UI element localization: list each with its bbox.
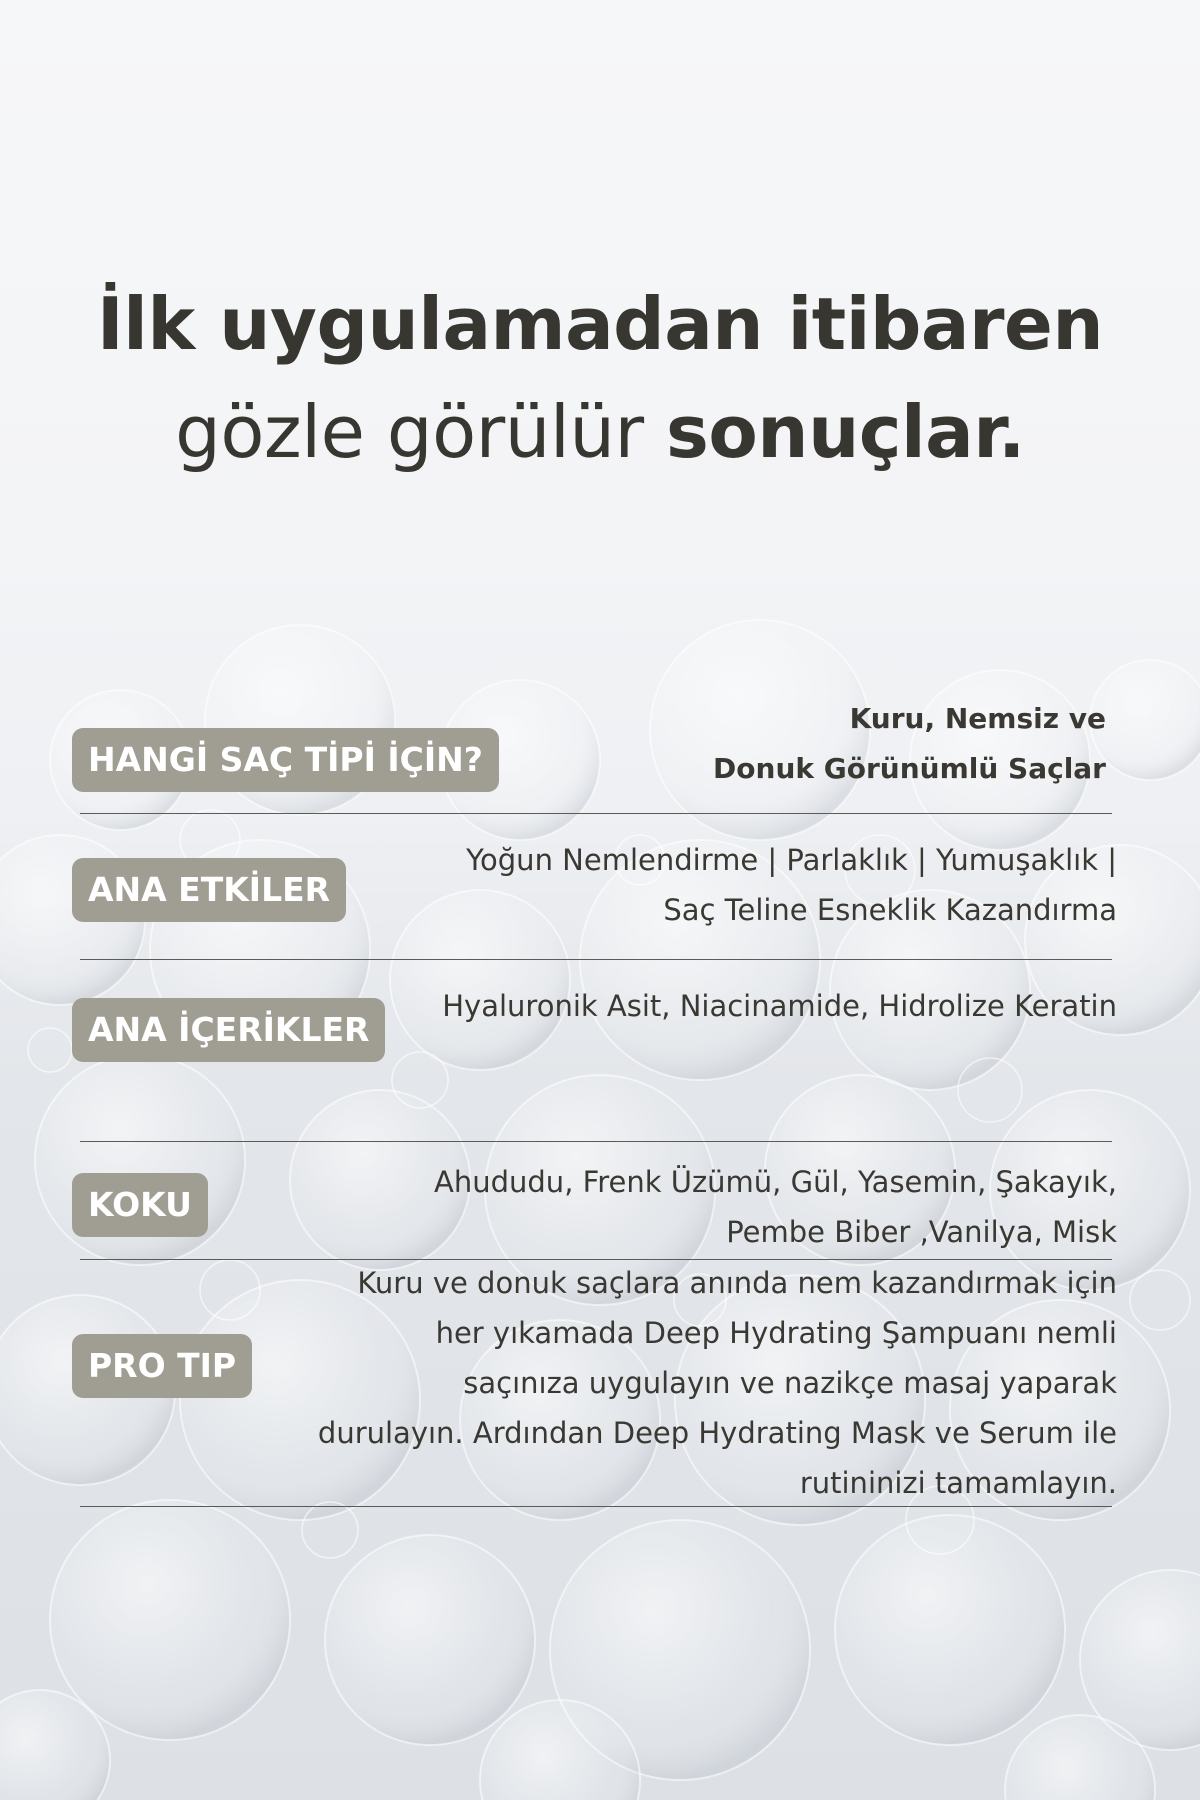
divider [80,1141,1112,1142]
label-main-effects: ANA ETKİLER [72,858,346,922]
headline-line-2-regular: gözle görülür [175,390,666,474]
value-scent: Ahududu, Frenk Üzümü, Gül, Yasemin, Şakayık, Pembe Biber ,Vanilya, Misk [434,1165,1117,1249]
headline [0,270,1200,486]
label-scent: KOKU [72,1173,208,1237]
value-hair-type: Kuru, Nemsiz ve Donuk Görünümlü Saçlar [713,702,1106,785]
label-pro-tip: PRO TIP [72,1334,252,1398]
value-main-effects: Yoğun Nemlendirme | Parlaklık | Yumuşaklık | Saç Teline Esneklik Kazandırma [466,843,1117,927]
headline-line-2-bold: sonuçlar. [665,390,1025,474]
value-pro-tip: Kuru ve donuk saçlara anında nem kazandırmak için her yıkamada Deep Hydrating Şampuanı nemli saçınıza uygulayın ve nazikçe masaj yaparak durulayın. Ardından Deep Hydrating Mask ve Serum ile rutininizi tamamlayın. [317,1266,1117,1500]
label-hair-type: HANGİ SAÇ TİPİ İÇİN? [72,728,499,792]
value-main-ingredients: Hyaluronik Asit, Niacinamide, Hidrolize Keratin [442,989,1117,1023]
headline-line-1: İlk uygulamadan itibaren [96,282,1104,366]
divider [80,959,1112,960]
label-main-ingredients: ANA İÇERİKLER [72,998,385,1062]
divider [80,813,1112,814]
headline-line-2 [0,378,1200,486]
divider [80,1506,1112,1507]
